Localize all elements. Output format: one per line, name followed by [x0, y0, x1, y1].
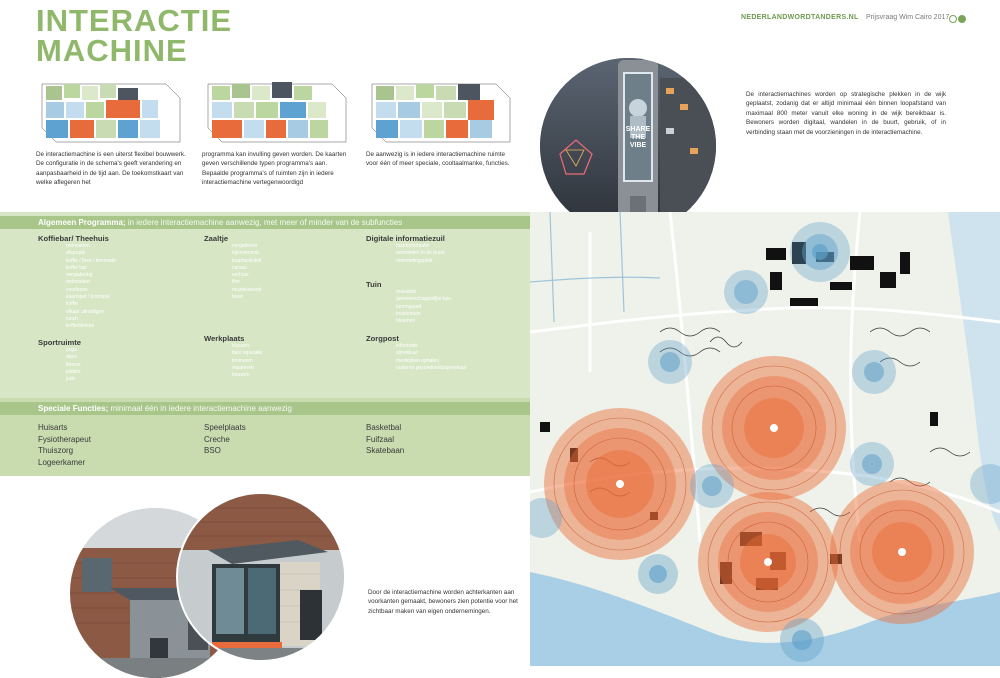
category-label: Zorgpost	[366, 334, 399, 343]
list-item: vergadering	[66, 272, 93, 279]
list-item: buurtactiviteit	[232, 257, 262, 264]
list-item: feest	[232, 294, 243, 301]
category-label: Sportruimte	[38, 338, 82, 347]
general-programme-heading: Algemeen Programma;	[38, 218, 126, 227]
interaction-totem-photo	[540, 58, 716, 234]
totem-sign-text: SHARE THE VIBE	[625, 126, 651, 149]
photo-caption: De interactiemachines worden op strategische plekken in de wijk geplaatst, zodanig dat er altijd minimaal één binnen loopafstand van maximaal 800 meter vanuit elke woning in de wijk bereikbaar is. Bewoners worden digitaal, wandelen in de buurt, gebruik, of in verbinding staan met de voorzieningen in de interactiemachine.	[746, 91, 946, 136]
list-item: moestuin	[396, 289, 417, 295]
general-programme-subheading: in iedere interactiemachine aanwezig, met meer of minder van de subfuncties	[127, 218, 403, 227]
list-item: kruidentuin	[396, 310, 421, 317]
list-item: Logeerkamer	[38, 457, 86, 467]
list-item: ouderen gezondheidsspreekuur	[396, 364, 467, 371]
list-item: ontmoeten	[66, 243, 90, 249]
list-item: yoga	[66, 347, 77, 353]
category-label: Digitale informatiezuil	[366, 234, 445, 243]
list-item: timmeren	[232, 357, 253, 364]
special-functions-col-2	[204, 422, 354, 457]
list-item: spreekuur	[396, 350, 419, 357]
list-item: fiets reparatie	[232, 350, 263, 357]
category-zorgpost	[366, 334, 526, 372]
dot-icon	[949, 15, 957, 23]
special-functions-subheading: minimaal één in iedere interactiemachine aanwezig	[110, 404, 292, 413]
intro-paragraph-2: programma kan invulling geven worden. De kaarten geven verschillende typen programma's aan. Bepaalde programma's of ruimten zijn in iedere interactiemachine vertegenwoordigd	[202, 151, 347, 187]
list-item: bijeenkomst	[232, 250, 259, 257]
site-link[interactable]: NEDERLANDWORDTANDERS.NL	[741, 14, 859, 21]
list-item: kaartspel / bordspel	[66, 294, 110, 301]
list-item: lunch	[66, 315, 78, 322]
list-item: Skatebaan	[366, 446, 405, 455]
list-item: dans	[66, 354, 77, 361]
title-line-2: MACHINE	[36, 33, 188, 68]
list-item: koffiedrinken	[66, 323, 95, 330]
special-functions-col-1	[38, 422, 188, 468]
list-item: Basketbal	[366, 423, 402, 432]
category-label: Zaaltje	[204, 234, 229, 243]
koffiebar-items	[38, 243, 188, 331]
list-item: afspraak	[66, 250, 86, 257]
list-item: gemeenschappelijke tuin	[396, 296, 452, 303]
sportruimte-items	[38, 347, 188, 383]
special-functions-col-3	[366, 422, 516, 457]
list-item: muziekavond	[232, 286, 262, 293]
list-item: fitness	[66, 361, 81, 368]
list-item: koffie bar	[66, 264, 87, 271]
general-programme-header	[0, 216, 530, 229]
category-tuin	[366, 280, 526, 325]
page-title	[36, 3, 236, 68]
list-item: judo	[66, 376, 76, 383]
list-item: Fuifzaal	[366, 434, 395, 444]
configuration-diagram-2	[202, 76, 348, 146]
list-item: film	[232, 279, 240, 286]
list-item: medicijnen ophalen	[396, 357, 440, 364]
coverage-map	[530, 212, 1000, 666]
category-digitale-informatiezuil	[366, 234, 526, 265]
category-label: Tuin	[366, 280, 382, 289]
category-sportruimte	[38, 338, 188, 383]
configuration-diagram-1	[36, 76, 182, 146]
bottom-caption: Door de interactiemachine worden achterkanten aan voorkanten gemaakt, bewoners zien potentie voor het zichtbaar maken van eigen ondernemingen.	[368, 589, 518, 615]
list-item: voorlezen	[66, 286, 88, 293]
list-item: koffie	[66, 301, 78, 308]
intro-paragraph-3: De aanwezig is in iedere interactiemachine ruimte voor één of meer speciale, cooltaalmanke, functies.	[366, 151, 510, 168]
category-werkplaats	[204, 334, 354, 379]
list-item: klussen	[232, 343, 249, 349]
list-item: informatie	[396, 343, 418, 349]
configuration-diagram-3	[366, 76, 512, 146]
category-label: Koffiebar/ Theehuis	[38, 234, 109, 243]
list-item: repareren	[232, 364, 254, 371]
dot-filled-icon	[958, 15, 966, 23]
doc-meta: Prijsvraag Wim Cairo 2017	[866, 14, 950, 21]
category-zaaltje	[204, 234, 354, 301]
special-functions-heading: Speciale Functies;	[38, 404, 109, 413]
list-item: koffie / thee / limonade	[66, 257, 117, 264]
building-photo-after	[176, 492, 346, 662]
werkplaats-items	[204, 343, 354, 379]
tuin-items	[366, 289, 526, 325]
neighbourhood-map	[530, 212, 1000, 666]
zorgpost-items	[366, 343, 526, 372]
category-label: Werkplaats	[204, 334, 245, 343]
digitale-items	[366, 243, 526, 265]
list-item: Fysiotherapeut	[38, 434, 91, 444]
building-after-illustration	[178, 494, 344, 660]
list-item: elkaar uitnodigen	[66, 308, 105, 315]
list-item: activiteiten in de buurt	[396, 250, 445, 257]
zaaltje-items	[204, 243, 354, 301]
list-item: bloemen	[396, 318, 416, 325]
list-item: boomgaard	[396, 303, 422, 310]
list-item: pilates	[66, 368, 81, 375]
page-dots	[948, 10, 966, 28]
list-item: vergaderen	[232, 243, 258, 249]
list-item: Creche	[204, 434, 230, 444]
list-item: ontmoetingsplek	[396, 257, 433, 264]
list-item: buurtinformatie	[396, 243, 430, 249]
list-item: verhuur	[232, 272, 249, 279]
category-koffiebar	[38, 234, 188, 331]
title-line-1: INTERACTIE	[36, 3, 232, 38]
list-item: Huisarts	[38, 423, 68, 432]
list-item: Thuiszorg	[38, 446, 74, 455]
intro-paragraph-1: De interactiemachine is een uiterst flexibel bouwwerk. De configuratie in de schema's geeft verandering en aanpasbaarheid in de tijd aan. De toekomstkaart van welke aflegeren het	[36, 151, 186, 187]
list-item: Speelplaats	[204, 423, 246, 432]
special-functions-header	[0, 402, 530, 415]
list-item: bouwen	[232, 372, 250, 379]
list-item: ontmoeten	[66, 279, 90, 286]
list-item: BSO	[204, 446, 221, 455]
list-item: cursus	[232, 264, 247, 271]
